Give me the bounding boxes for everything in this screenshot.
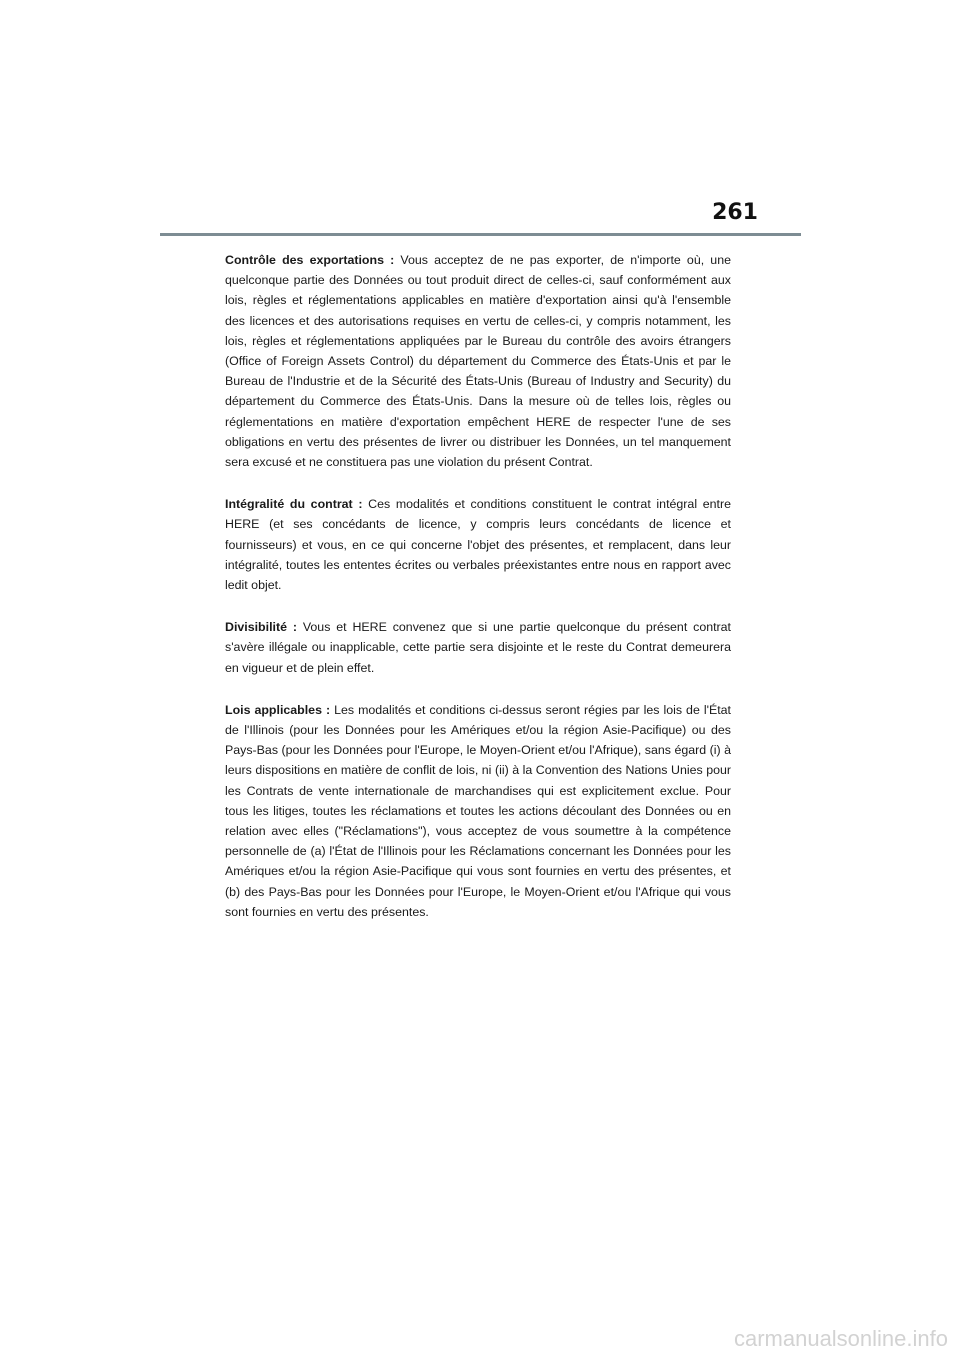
paragraph-term: Intégralité du contrat :	[225, 497, 363, 512]
paragraph-text: Les modalités et conditions ci-dessus seront régies par les lois de l'État de l'Illinois (pour les Données pour les Amériques et/ou la région Asie-Pacifique) ou des Pays-Bas (pour les Données pour l'Europe, le Moyen-Orient et/ou l'Afrique), sans égard (i) à leurs dispositions en matière de conflit de lois, ni (ii) à la Convention des Nations Unies pour les Contrats de vente internationale de marchandises qui est explicitement exclue. Pour tous les litiges, toutes les réclamations et toutes les actions découlant des Données ou en relation avec elles ("Réclamations"), vous acceptez de vous soumettre à la compétence personnelle de (a) l'État de l'Illinois pour les Réclamations concernant les Données pour les Amériques et/ou la région Asie-Pacifique qui vous sont fournies en vertu des présentes, et (b) des Pays-Bas pour les Données pour l'Europe, le Moyen-Orient et/ou l'Afrique qui vous sont fournies en vertu des présentes.	[225, 702, 731, 919]
paragraph-text: Ces modalités et conditions constituent le contrat intégral entre HERE (et ses concédants de licence, y compris leurs concédants de licence et fournisseurs) et vous, en ce qui concerne l'objet des présentes, et remplacent, dans leur intégralité, toutes les ententes écrites ou verbales préexistantes entre nous en rapport avec ledit objet.	[225, 497, 731, 593]
paragraph-term: Lois applicables :	[225, 702, 331, 717]
paragraph-governing-law	[225, 700, 731, 922]
paragraph-text: Vous et HERE convenez que si une partie quelconque du présent contrat s'avère illégale ou inapplicable, cette partie sera disjointe et le reste du Contrat demeurera en vigueur et de plein effet.	[225, 620, 731, 675]
paragraph-term: Divisibilité :	[225, 620, 297, 635]
page-number: 261	[712, 200, 758, 225]
paragraph-severability	[225, 617, 731, 678]
paragraph-entire-agreement	[225, 494, 731, 595]
paragraph-term: Contrôle des exportations :	[225, 253, 395, 267]
watermark: carmanualsonline.info	[733, 1326, 948, 1351]
paragraph-text: Vous acceptez de ne pas exporter, de n'importe où, une quelconque partie des Données ou tout produit direct de celles-ci, sauf conformément aux lois, règles et réglementations applicables en matière d'exportation ainsi qu'à l'ensemble des licences et des autorisations requises en vertu de celles-ci, y compris notamment, les lois, règles et réglementations appliquées par le Bureau du contrôle des avoirs étrangers (Office of Foreign Assets Control) du département du Commerce des États-Unis et par le Bureau de l'Industrie et de la Sécurité des États-Unis (Bureau of Industry and Security) du département du Commerce des États-Unis. Dans la mesure où de telles lois, règles ou réglementations en matière d'exportation empêchent HERE de respecter l'une de ses obligations en vertu des présentes de livrer ou distribuer les Données, un tel manquement sera excusé et ne constituera pas une violation du présent Contrat.	[225, 253, 731, 470]
paragraph-export-control	[225, 250, 731, 472]
document-body	[225, 250, 731, 944]
header-rule	[160, 233, 801, 236]
